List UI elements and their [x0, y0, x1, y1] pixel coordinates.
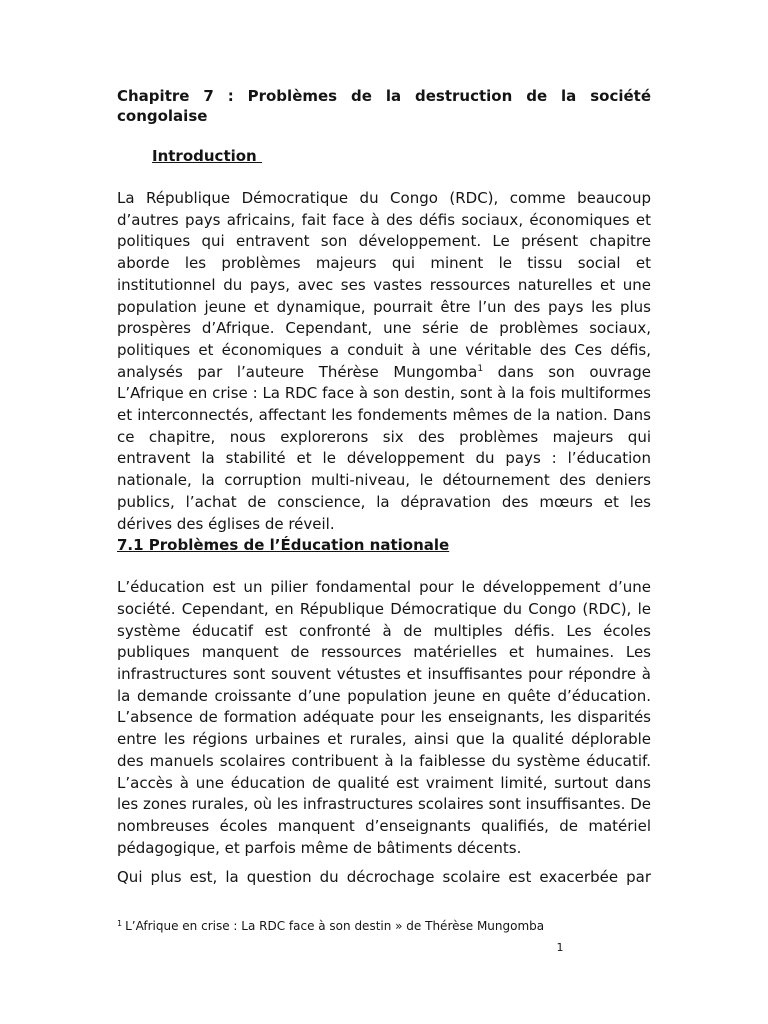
introduction-heading: Introduction — [152, 147, 262, 165]
education-paragraph: L’éducation est un pilier fondamental pour le développement d’une société. Cependant, en République Démocratique du Congo (RDC), le système éducatif est confronté à de multiples défis. Les écoles publiques manquent de ressources matérielles et humaines. Les infrastructures sont souvent vétustes et insuffisantes pour répondre à la demande croissante d’une population jeune en quête d’éducation. L’absence de formation adéquate pour les enseignants, les disparités entre les régions urbaines et rurales, ainsi que la qualité déplorable des manuels scolaires contribuent à la faiblesse du système éducatif. L’accès à une éducation de qualité est vraiment limité, surtout dans les zones rurales, où les infrastructures scolaires sont insuffisantes. De nombreuses écoles manquent d’enseignants qualifiés, de matériel pédagogique, et parfois même de bâtiments décents. — [117, 578, 651, 857]
section-heading-education: 7.1 Problèmes de l’Éducation nationale — [117, 536, 450, 555]
chapter-title: Chapitre 7 : Problèmes de la destruction de la société congolaise — [117, 87, 651, 125]
intro-text-part1: La République Démocratique du Congo (RDC), comme beaucoup d’autres pays africains, fait face à des défis sociaux, économiques et politiques qui entravent son développement. Le présent chapitre aborde les problèmes majeurs qui minent le tissu social et institutionnel du pays, avec ses vastes ressources naturelles et une population jeune et dynamique, pourrait être l’un des pays les plus prospères d’Afrique. Cependant, une série de problèmes sociaux, politiques et économiques a conduit à une véritable des Ces défis, analysés par l’auteure Thérèse Mungomba — [117, 189, 651, 381]
continued-paragraph-line: Qui plus est, la question du décrochage scolaire est exacerbée par — [117, 868, 651, 887]
intro-text-part2: dans son ouvrage L’Afrique en crise : La RDC face à son destin, sont à la fois multiformes et interconnectés, affectant les fondements mêmes de la nation. Dans ce chapitre, nous explorerons six des problèmes majeurs qui entravent la stabilité et le développement du pays : l’éducation nationale, la corruption multi-niveau, le détournement des deniers publics, l’achat de conscience, la dépravation des mœurs et les dérives des églises de réveil. — [117, 362, 651, 533]
page-number: 1 — [556, 941, 564, 954]
footnote-reference[interactable]: 1 — [477, 363, 484, 374]
footnote-number: 1 — [117, 919, 123, 928]
footnote — [117, 918, 651, 934]
page-content — [117, 86, 651, 889]
paragraph-spacer — [117, 859, 651, 867]
footnote-text: L’Afrique en crise : La RDC face à son destin » de Thérèse Mungomba — [125, 919, 545, 933]
introduction-paragraph — [117, 188, 651, 535]
